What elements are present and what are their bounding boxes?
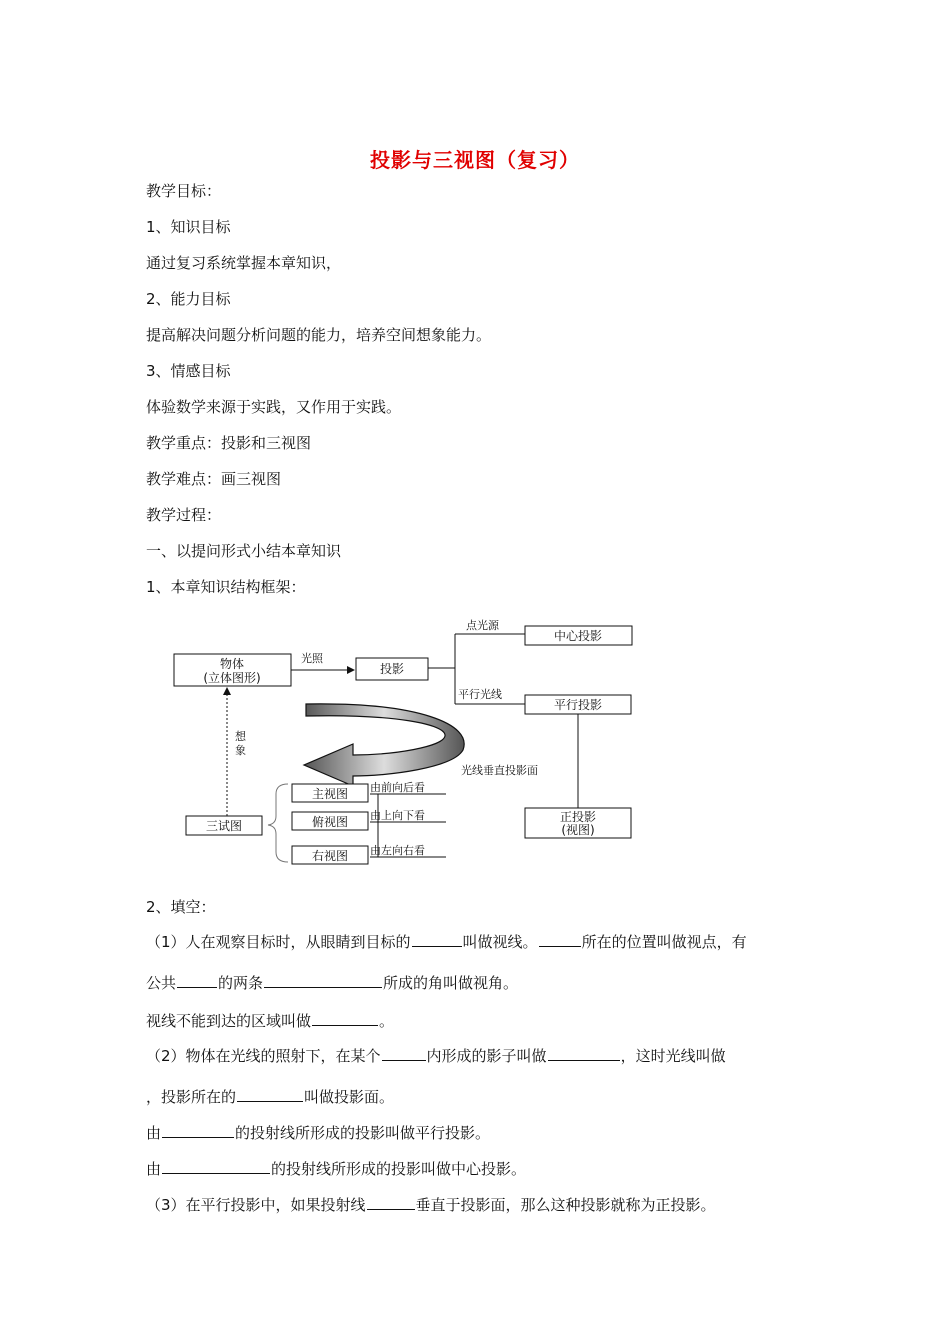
q1-line-1: （1）人在观察目标时，从眼睛到目标的 叫做视线。 所在的位置叫做视点，有: [146, 933, 747, 951]
blank-10[interactable]: [162, 1159, 270, 1174]
q1-line-2: 公共 的两条 所成的角叫做视角。: [146, 974, 519, 992]
emotion-goal-text: 体验数学来源于实践，又作用于实践。: [146, 398, 402, 416]
blank-1[interactable]: [412, 932, 462, 947]
projection-label: 投影: [379, 662, 405, 676]
parallel-projection-label: 平行投影: [553, 698, 603, 712]
blank-6[interactable]: [382, 1046, 426, 1061]
teaching-focus: 教学重点：投影和三视图: [146, 434, 312, 452]
vertical-light-label: 光线垂直投影面: [461, 764, 538, 777]
framework-heading: 1、本章知识结构框架：: [146, 578, 306, 596]
ability-goal-heading: 2、能力目标: [146, 290, 231, 308]
imagine-label-2: 象: [235, 744, 246, 757]
ortho-projection-label-1: 正投影: [559, 810, 597, 824]
blank-3[interactable]: [177, 973, 217, 988]
blank-11[interactable]: [367, 1195, 415, 1210]
knowledge-goal-heading: 1、知识目标: [146, 218, 231, 236]
q2-line-1: （2）物体在光线的照射下，在某个 内形成的影子叫做 ，这时光线叫做: [146, 1047, 726, 1065]
top-direction-label: 由上向下看: [370, 809, 425, 822]
q2-line-2: ，投影所在的 叫做投影面。: [146, 1088, 395, 1106]
knowledge-goal-text: 通过复习系统掌握本章知识，: [146, 254, 342, 272]
front-view-label: 主视图: [311, 787, 349, 801]
object-label-1: 物体: [219, 657, 245, 671]
blank-7[interactable]: [548, 1046, 620, 1061]
light-label: 光照: [301, 652, 323, 665]
object-label-2: (立体图形): [203, 671, 261, 685]
top-view-label: 俯视图: [311, 815, 349, 829]
emotion-goal-heading: 3、情感目标: [146, 362, 231, 380]
q1-line-3: 视线不能到达的区域叫做 。: [146, 1012, 395, 1030]
teaching-difficulty: 教学难点：画三视图: [146, 470, 282, 488]
parallel-light-label: 平行光线: [458, 688, 502, 701]
blank-9[interactable]: [162, 1123, 234, 1138]
brace-icon: [268, 784, 288, 862]
imagine-label-1: 想: [235, 730, 246, 743]
blank-8[interactable]: [237, 1087, 303, 1102]
curved-arrow-icon: [304, 704, 464, 786]
teaching-process-heading: 教学过程：: [146, 506, 222, 524]
q2-line-4: 由 的投射线所形成的投影叫做中心投影。: [146, 1160, 527, 1178]
q3-line-1: （3）在平行投影中，如果投射线 垂直于投影面，那么这种投影就称为正投影。: [146, 1196, 716, 1214]
three-views-label: 三试图: [205, 819, 243, 833]
point-light-label: 点光源: [466, 619, 499, 632]
central-projection-label: 中心投影: [553, 629, 603, 643]
page-title: 投影与三视图（复习）: [370, 148, 580, 172]
blank-2[interactable]: [539, 932, 581, 947]
ability-goal-text: 提高解决问题分析问题的能力，培养空间想象能力。: [146, 326, 492, 344]
fill-in-heading: 2、填空：: [146, 898, 216, 916]
teaching-goals-heading: 教学目标：: [146, 182, 222, 200]
ortho-projection-label-2: (视图): [561, 823, 595, 837]
blank-5[interactable]: [312, 1011, 378, 1026]
side-direction-label: 由左向右看: [370, 844, 425, 857]
front-direction-label: 由前向后看: [370, 781, 425, 794]
q2-line-3: 由 的投射线所形成的投影叫做平行投影。: [146, 1124, 491, 1142]
side-view-label: 右视图: [311, 849, 349, 863]
section-one-heading: 一、以提问形式小结本章知识: [146, 542, 342, 560]
knowledge-framework-diagram: [168, 612, 648, 872]
blank-4[interactable]: [264, 973, 382, 988]
